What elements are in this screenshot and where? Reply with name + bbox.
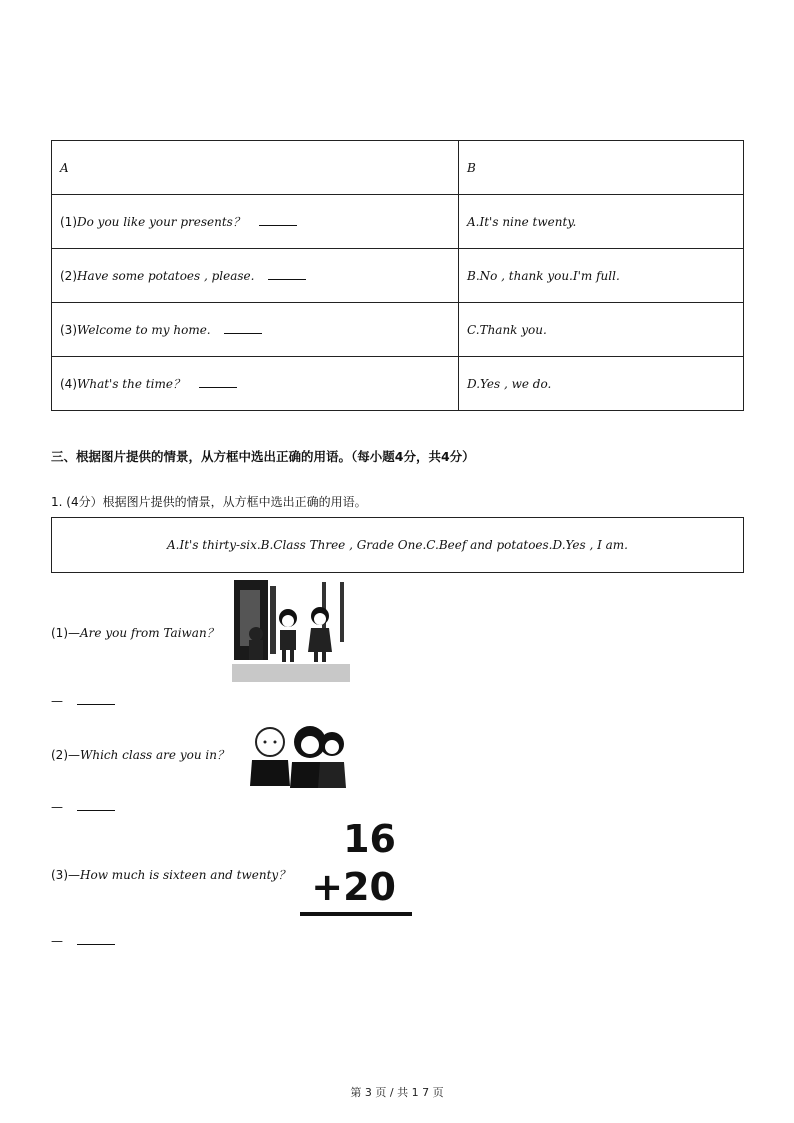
answer-dash: — — [51, 694, 63, 708]
subquestion-number: (2)— — [51, 748, 80, 762]
answer-dash: — — [51, 800, 63, 814]
column-a-header: A — [52, 141, 459, 195]
answer-line-1 — [51, 694, 115, 708]
answer-blank[interactable] — [77, 703, 115, 705]
subquestion-3 — [51, 866, 290, 883]
answer-dash: — — [51, 934, 63, 948]
option-cell: B.No , thank you.I'm full. — [459, 249, 744, 303]
question-text: Welcome to my home. — [77, 322, 211, 337]
answer-blank[interactable] — [224, 332, 262, 334]
question-cell — [52, 249, 459, 303]
answer-line-3 — [51, 934, 115, 948]
question-number: (3) — [60, 322, 77, 337]
question-text: Do you like your presents？ — [77, 215, 245, 229]
option-cell: A.It's nine twenty. — [459, 195, 744, 249]
math-top-number: 16 — [343, 817, 396, 861]
subquestion-2 — [51, 746, 229, 763]
table-row — [52, 303, 744, 357]
options-box — [51, 517, 744, 573]
table-row — [52, 249, 744, 303]
question-cell — [52, 357, 459, 411]
answer-blank[interactable] — [77, 809, 115, 811]
answer-line-2 — [51, 800, 115, 814]
math-sum-line — [300, 912, 412, 916]
question-cell — [52, 195, 459, 249]
answer-blank[interactable] — [199, 386, 237, 388]
column-b-header: B — [459, 141, 744, 195]
math-bottom-number: +20 — [311, 865, 396, 909]
matching-table — [51, 140, 744, 411]
answer-blank[interactable] — [259, 224, 297, 226]
question-heading: 1. (4分）根据图片提供的情景，从方框中选出正确的用语。 — [51, 495, 367, 509]
question-number: (1) — [60, 215, 77, 229]
question-text: Have some potatoes , please. — [77, 268, 255, 283]
table-row — [52, 195, 744, 249]
question-text: What's the time？ — [77, 377, 185, 391]
section-title: 三、根据图片提供的情景，从方框中选出正确的用语。（每小题4分，共4分） — [51, 449, 475, 464]
table-header-row — [52, 141, 744, 195]
two-children-picture — [246, 722, 348, 790]
option-cell: D.Yes , we do. — [459, 357, 744, 411]
subquestion-number: (1)— — [51, 626, 80, 640]
options-text: A.It's thirty-six.B.Class Three , Grade One.C.Beef and potatoes.D.Yes , I am. — [166, 538, 628, 552]
classroom-children-picture — [232, 576, 350, 684]
subquestion-text: Which class are you in？ — [80, 748, 229, 762]
answer-blank[interactable] — [268, 278, 306, 280]
subquestion-number: (3)— — [51, 868, 80, 882]
answer-blank[interactable] — [77, 943, 115, 945]
subquestion-text: How much is sixteen and twenty？ — [80, 868, 291, 882]
addition-problem-picture — [298, 818, 414, 922]
question-cell — [52, 303, 459, 357]
option-cell: C.Thank you. — [459, 303, 744, 357]
subquestion-text: Are you from Taiwan？ — [80, 626, 219, 640]
subquestion-1 — [51, 624, 219, 641]
question-number: (4) — [60, 377, 77, 391]
table-row — [52, 357, 744, 411]
page-footer: 第 3 页 / 共 1 7 页 — [350, 1086, 444, 1099]
question-number: (2) — [60, 268, 77, 283]
